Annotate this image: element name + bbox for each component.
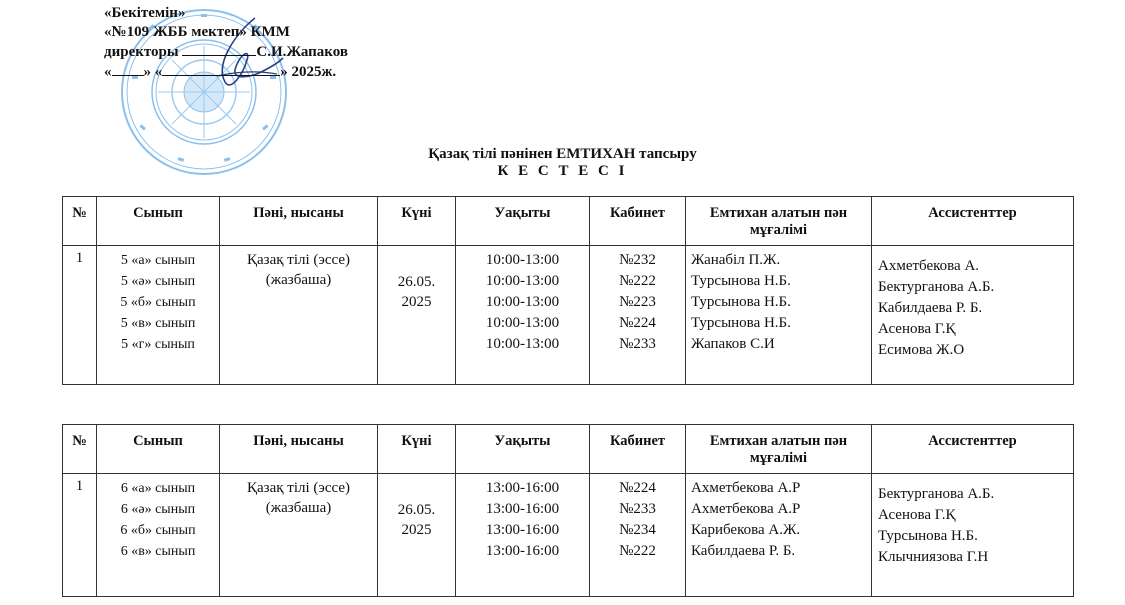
assistant-list <box>872 474 1074 597</box>
header-time: Уақыты <box>456 425 590 474</box>
page-title: Қазақ тілі пәнінен ЕМТИХАН тапсыру <box>428 146 697 162</box>
class-list <box>97 246 220 385</box>
teacher-list <box>686 246 872 385</box>
schedule-table-grade-5 <box>62 196 1074 385</box>
class-item: 6 «а» сынып <box>120 481 196 496</box>
time-item: 10:00-13:00 <box>485 336 560 352</box>
room-list <box>590 474 686 597</box>
assistant-item: Асенова Г.Қ <box>878 507 956 523</box>
room-item: №233 <box>619 336 656 352</box>
teacher-item: Ахметбекова А.Р <box>691 480 801 496</box>
assistant-item: Асенова Г.Қ <box>878 321 956 337</box>
teacher-item: Ахметбекова А.Р <box>691 501 801 517</box>
approval-block <box>104 4 348 82</box>
date-cell: 26.05. 2025 <box>378 246 456 385</box>
director-name: С.И.Жапаков <box>256 44 348 60</box>
director-label: директоры <box>104 44 179 60</box>
class-list <box>97 474 220 597</box>
subject-cell: Қазақ тілі (эссе) (жазбаша) <box>220 246 378 385</box>
date-cell: 26.05. 2025 <box>378 474 456 597</box>
subject-cell: Қазақ тілі (эссе) (жазбаша) <box>220 474 378 597</box>
teacher-item: Жапаков С.И <box>691 336 775 352</box>
signature-blank <box>182 42 256 56</box>
class-item: 6 «в» сынып <box>120 544 196 559</box>
table-row <box>63 246 1074 385</box>
room-item: №224 <box>619 480 656 496</box>
time-item: 13:00-16:00 <box>485 480 560 496</box>
class-item: 5 «а» сынып <box>120 253 196 268</box>
room-item: №232 <box>619 252 656 268</box>
table-header-row <box>63 425 1074 474</box>
header-room: Кабинет <box>590 197 686 246</box>
header-teacher: Емтихан алатын пән мұғалімі <box>686 197 872 246</box>
header-class: Сынып <box>97 425 220 474</box>
time-item: 13:00-16:00 <box>485 522 560 538</box>
class-item: 6 «ә» сынып <box>120 502 196 517</box>
room-item: №222 <box>619 273 656 289</box>
time-list <box>456 246 590 385</box>
room-list <box>590 246 686 385</box>
assistant-item: Турсынова Н.Б. <box>878 528 978 544</box>
class-item: 6 «б» сынып <box>120 523 196 538</box>
assistant-item: Клычниязова Г.Н <box>878 549 989 565</box>
schedule-table-grade-6 <box>62 424 1074 597</box>
header-room: Кабинет <box>590 425 686 474</box>
class-item: 5 «в» сынып <box>120 316 196 331</box>
day-blank <box>112 62 144 76</box>
month-blank <box>162 62 280 76</box>
teacher-item: Турсынова Н.Б. <box>691 273 791 289</box>
approval-line-1: «Бекітемін» <box>104 5 186 21</box>
header-time: Уақыты <box>456 197 590 246</box>
time-list <box>456 474 590 597</box>
row-num: 1 <box>63 246 97 385</box>
class-item: 5 «г» сынып <box>121 337 195 352</box>
time-item: 13:00-16:00 <box>485 501 560 517</box>
table-row <box>63 474 1074 597</box>
room-item: №233 <box>619 501 656 517</box>
table-header-row <box>63 197 1074 246</box>
time-item: 10:00-13:00 <box>485 294 560 310</box>
class-item: 5 «б» сынып <box>120 295 196 310</box>
room-item: №234 <box>619 522 656 538</box>
teacher-item: Турсынова Н.Б. <box>691 315 791 331</box>
header-class: Сынып <box>97 197 220 246</box>
header-date: Күні <box>378 425 456 474</box>
assistant-list <box>872 246 1074 385</box>
teacher-list <box>686 474 872 597</box>
approval-line-2: «№109 ЖББ мектеп» КММ <box>104 24 290 40</box>
header-teacher: Емтихан алатын пән мұғалімі <box>686 425 872 474</box>
class-item: 5 «ә» сынып <box>120 274 196 289</box>
assistant-item: Бектурганова А.Б. <box>878 486 995 502</box>
teacher-item: Турсынова Н.Б. <box>691 294 791 310</box>
header-num: № <box>63 425 97 474</box>
assistant-item: Есимова Ж.О <box>878 342 965 358</box>
header-assistants: Ассистенттер <box>872 425 1074 474</box>
assistant-item: Ахметбекова А. <box>878 258 980 274</box>
teacher-item: Карибекова А.Ж. <box>691 522 801 538</box>
header-subject: Пәні, нысаны <box>220 425 378 474</box>
time-item: 10:00-13:00 <box>485 273 560 289</box>
header-assistants: Ассистенттер <box>872 197 1074 246</box>
time-item: 13:00-16:00 <box>485 543 560 559</box>
teacher-item: Жанабіл П.Ж. <box>691 252 781 268</box>
room-item: №224 <box>619 315 656 331</box>
approval-line-3 <box>104 42 348 62</box>
header-date: Күні <box>378 197 456 246</box>
header-num: № <box>63 197 97 246</box>
time-item: 10:00-13:00 <box>485 252 560 268</box>
page-subtitle: К Е С Т Е С І <box>497 163 628 179</box>
time-item: 10:00-13:00 <box>485 315 560 331</box>
assistant-item: Бектурганова А.Б. <box>878 279 995 295</box>
approval-line-4: « » « » 2025ж. <box>104 64 337 80</box>
assistant-item: Кабилдаева Р. Б. <box>878 300 983 316</box>
room-item: №223 <box>619 294 656 310</box>
room-item: №222 <box>619 543 656 559</box>
header-subject: Пәні, нысаны <box>220 197 378 246</box>
teacher-item: Кабилдаева Р. Б. <box>691 543 796 559</box>
row-num: 1 <box>63 474 97 597</box>
